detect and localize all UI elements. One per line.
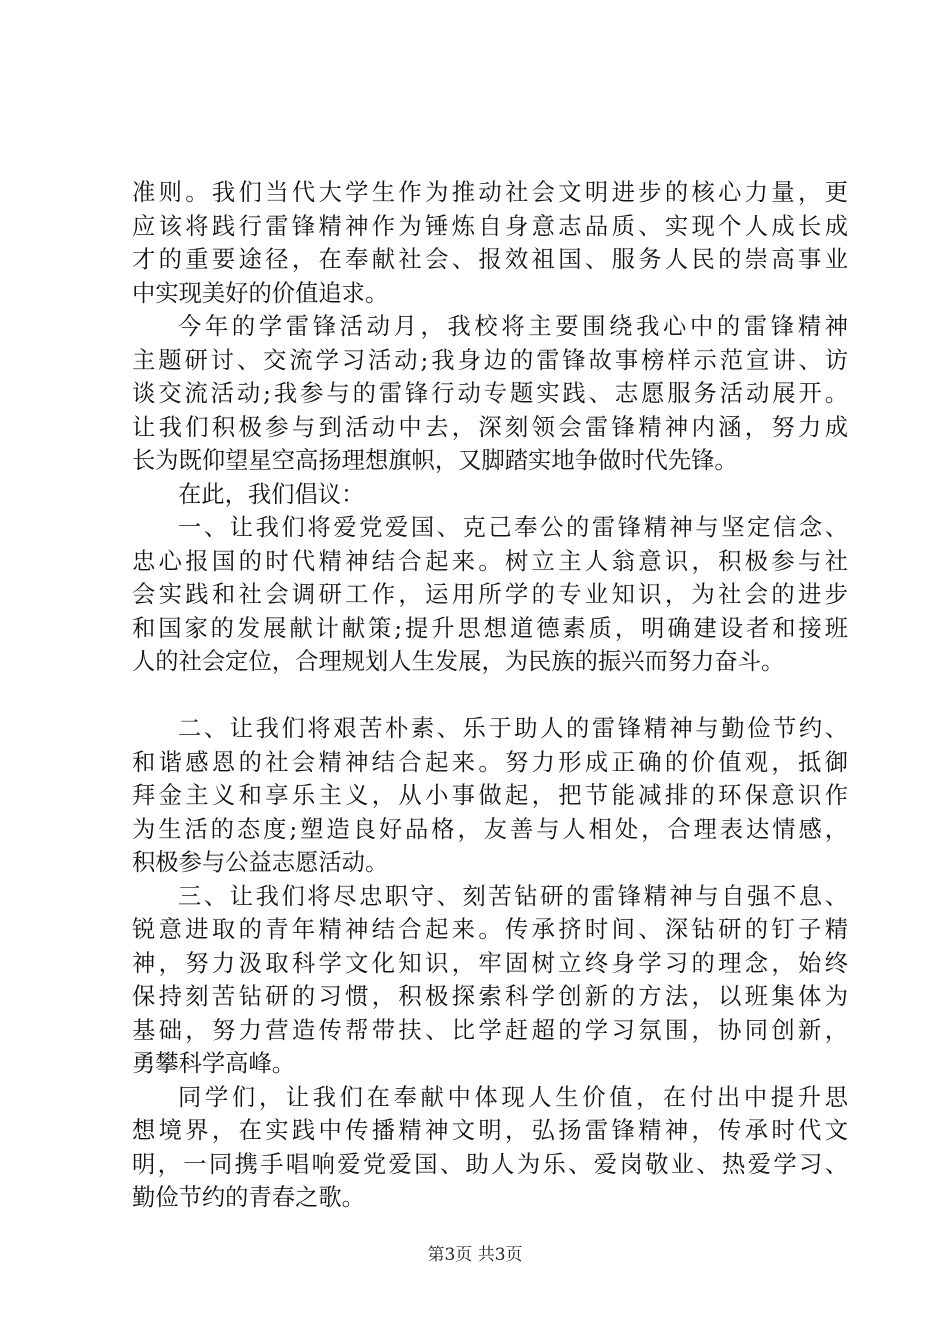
text-line: 和国家的发展献计献策;提升思想道德素质，明确建设者和接班 <box>132 614 848 642</box>
text-line: 准则。我们当代大学生作为推动社会文明进步的核心力量，更 <box>132 179 848 206</box>
text-line: 长为既仰望星空高扬理想旗帜，又脚踏实地争做时代先锋。 <box>132 447 738 474</box>
text-line: 让我们积极参与到活动中去，深刻领会雷锋精神内涵，努力成 <box>132 413 848 441</box>
text-line: 保持刻苦钻研的习惯，积极探索科学创新的方法，以班集体为 <box>132 983 848 1010</box>
text-line: 一、让我们将爱党爱国、克己奉公的雷锋精神与坚定信念、 <box>178 514 848 541</box>
text-line: 同学们，让我们在奉献中体现人生价值，在付出中提升思 <box>178 1083 848 1111</box>
text-line: 想境界，在实践中传播精神文明，弘扬雷锋精神，传承时代文 <box>132 1117 848 1144</box>
text-line: 二、让我们将艰苦朴素、乐于助人的雷锋精神与勤俭节约、 <box>178 715 848 742</box>
text-line: 谈交流活动;我参与的雷锋行动专题实践、志愿服务活动展开。 <box>132 380 848 407</box>
page-footer <box>0 1243 950 1267</box>
text-line: 锐意进取的青年精神结合起来。传承挤时间、深钻研的钉子精 <box>132 916 848 943</box>
text-line: 今年的学雷锋活动月，我校将主要围绕我心中的雷锋精神 <box>178 313 848 340</box>
text-line: 应该将践行雷锋精神作为锤炼自身意志品质、实现个人成长成 <box>132 212 848 240</box>
text-line: 会实践和社会调研工作，运用所学的专业知识，为社会的进步 <box>132 581 848 608</box>
page-number-label: 第3页 共3页 <box>427 1245 523 1265</box>
text-line: 勇攀科学高峰。 <box>132 1050 296 1077</box>
document-body <box>132 176 848 1215</box>
text-line: 在此，我们倡议： <box>178 480 365 508</box>
text-line: 勤俭节约的青春之歌。 <box>132 1184 365 1211</box>
text-line: 为生活的态度;塑造良好品格，友善与人相处，合理表达情感， <box>132 815 848 843</box>
text-line: 忠心报国的时代精神结合起来。树立主人翁意识，积极参与社 <box>132 547 848 575</box>
text-line: 中实现美好的价值追求。 <box>132 279 389 307</box>
text-line: 积极参与公益志愿活动。 <box>132 849 389 876</box>
text-line: 和谐感恩的社会精神结合起来。努力形成正确的价值观，抵御 <box>132 748 848 776</box>
text-line: 才的重要途径，在奉献社会、报效祖国、服务人民的崇高事业 <box>132 246 848 273</box>
text-line: 主题研讨、交流学习活动;我身边的雷锋故事榜样示范宣讲、访 <box>132 346 848 374</box>
paragraph-gap <box>132 679 848 713</box>
text-line: 神，努力汲取科学文化知识，牢固树立终身学习的理念，始终 <box>132 949 848 977</box>
text-line: 人的社会定位，合理规划人生发展，为民族的振兴而努力奋斗。 <box>132 648 785 675</box>
text-line: 拜金主义和享乐主义，从小事做起，把节能减排的环保意识作 <box>132 782 848 809</box>
text-line: 三、让我们将尽忠职守、刻苦钻研的雷锋精神与自强不息、 <box>178 882 848 910</box>
text-line: 基础，努力营造传帮带扶、比学赶超的学习氛围，协同创新， <box>132 1016 848 1044</box>
text-line: 明，一同携手唱响爱党爱国、助人为乐、爱岗敬业、热爱学习、 <box>132 1150 848 1178</box>
